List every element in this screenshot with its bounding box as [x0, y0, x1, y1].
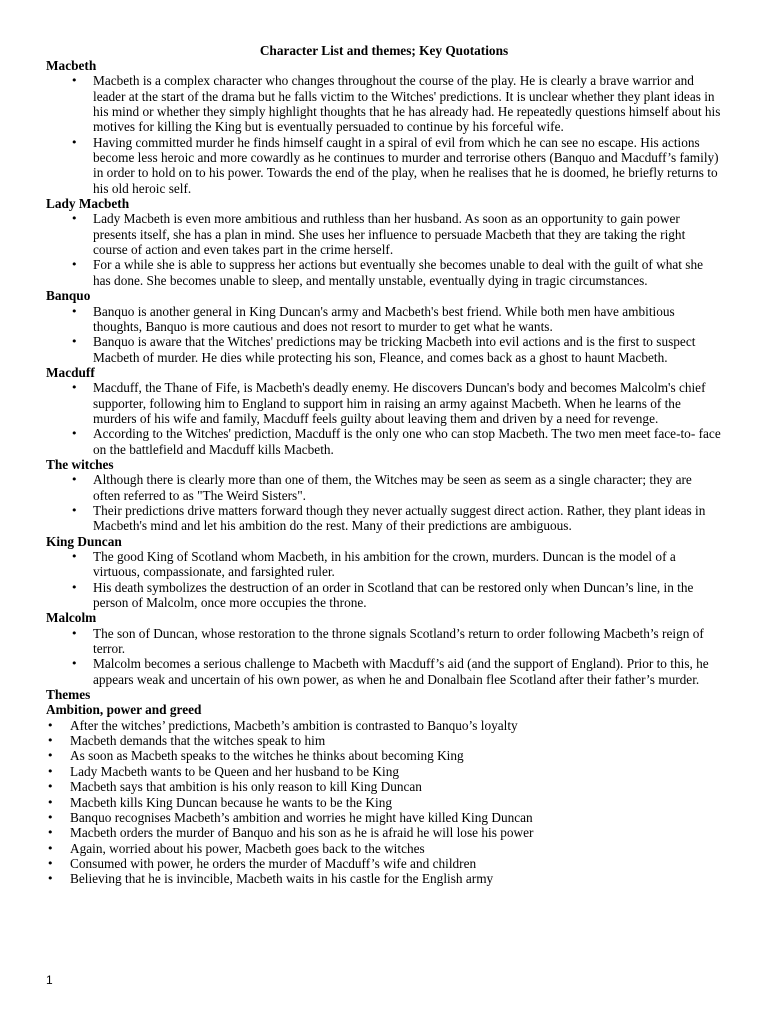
character-section-macduff [46, 365, 722, 457]
theme-bullet-item: • Consumed with power, he orders the murder of Macduff’s wife and children [70, 856, 722, 871]
theme-bullet-item: • Again, worried about his power, Macbeth goes back to the witches [70, 841, 722, 856]
theme-points [46, 718, 722, 887]
document-title: Character List and themes; Key Quotations [259, 43, 509, 58]
character-points [46, 73, 722, 196]
character-heading: Lady Macbeth [46, 196, 130, 212]
character-heading: The witches [46, 456, 114, 472]
themes-heading: Themes [46, 687, 91, 703]
bullet-item: • Although there is clearly more than one of them, the Witches may be seen as seem as a single character; they are often referred to as "The Weird Sisters". [93, 472, 722, 503]
theme-bullet-item: • After the witches’ predictions, Macbeth’s ambition is contrasted to Banquo’s loyalty [70, 718, 722, 733]
bullet-item: • The good King of Scotland whom Macbeth, in his ambition for the crown, murders. Duncan is the model of a virtuous, compassionate, and farsighted ruler. [93, 549, 722, 580]
character-points [46, 472, 722, 533]
theme-bullet-item: • Macbeth demands that the witches speak to him [70, 733, 722, 748]
bullet-item: • Macbeth is a complex character who changes throughout the course of the play. He is clearly a brave warrior and leader at the start of the drama but he falls victim to the Witches' predictions. It is unclear whether they plant ideas in his mind or whether they simply highlight thoughts that he has already had. He repeatedly questions himself about his motives for killing the King but is eventually persuaded to continue by his forceful wife. [93, 73, 722, 134]
character-heading: Macbeth [46, 58, 97, 73]
bullet-item: • Banquo is aware that the Witches' predictions may be tricking Macbeth into evil actions and is the first to suspect Macbeth of murder. He dies while protecting his son, Fleance, and comes back as a ghost to haunt Macbeth. [93, 334, 722, 365]
theme-bullet-item: • Macbeth kills King Duncan because he wants to be the King [70, 795, 722, 810]
character-heading: King Duncan [46, 533, 122, 549]
theme-bullet-item: • Macbeth orders the murder of Banquo and his son as he is afraid he will lose his power [70, 825, 722, 840]
bullet-item: • Lady Macbeth is even more ambitious and ruthless than her husband. As soon as an opportunity to gain power presents itself, she has a plan in mind. She uses her influence to persuade Macbeth that they are taking the right course of action and even takes part in the crime herself. [93, 211, 722, 257]
bullet-item: • Having committed murder he finds himself caught in a spiral of evil from which he can see no escape. His actions become less heroic and more cowardly as he continues to murder and terrorise others (Banquo and Macduff’s family) in order to hold on to his power. Towards the end of the play, when he realises that he is doomed, he briefly returns to his old heroic self. [93, 135, 722, 196]
character-points [46, 304, 722, 365]
character-heading: Malcolm [46, 610, 97, 626]
character-points [46, 626, 722, 687]
bullet-item: • Malcolm becomes a serious challenge to Macbeth with Macduff’s aid (and the support of England). Prior to this, he appears weak and uncertain of his own power, as when he and Donalbain flee Scotland after their father’s murder. [93, 656, 722, 687]
theme-bullet-item: • As soon as Macbeth speaks to the witches he thinks about becoming King [70, 748, 722, 763]
theme-bullet-item: • Macbeth says that ambition is his only reason to kill King Duncan [70, 779, 722, 794]
character-section-macbeth [46, 58, 722, 196]
theme-bullet-item: • Believing that he is invincible, Macbeth waits in his castle for the English army [70, 871, 722, 886]
theme-section-ambition [46, 702, 722, 886]
theme-heading: Ambition, power and greed [46, 702, 202, 718]
character-section-king-duncan [46, 534, 722, 611]
character-section-malcolm [46, 610, 722, 687]
character-section-lady-macbeth [46, 196, 722, 288]
character-heading: Banquo [46, 288, 91, 304]
document-body [46, 58, 722, 887]
bullet-item: • Macduff, the Thane of Fife, is Macbeth's deadly enemy. He discovers Duncan's body and becomes Malcolm's chief supporter, following him to England to support him in raising an army against Macbeth. When he learns of the murders of his wife and family, Macduff feels guilty about leaving them and driven by a need for revenge. [93, 380, 722, 426]
bullet-item: • Banquo is another general in King Duncan's army and Macbeth's best friend. While both men have ambitious thoughts, Banquo is more cautious and does not resort to murder to get what he wants. [93, 304, 722, 335]
bullet-item: • According to the Witches' prediction, Macduff is the only one who can stop Macbeth. The two men meet face-to- face on the battlefield and Macduff kills Macbeth. [93, 426, 722, 457]
character-section-witches [46, 457, 722, 534]
theme-bullet-item: • Lady Macbeth wants to be Queen and her husband to be King [70, 764, 722, 779]
bullet-item: • For a while she is able to suppress her actions but eventually she becomes unable to deal with the guilt of what she has done. She becomes unable to sleep, and mentally unstable, eventually dying in tragic circumstances. [93, 257, 722, 288]
character-points [46, 211, 722, 288]
bullet-item: • His death symbolizes the destruction of an order in Scotland that can be restored only when Duncan’s line, in the person of Malcolm, once more occupies the throne. [93, 580, 722, 611]
bullet-item: • The son of Duncan, whose restoration to the throne signals Scotland’s return to order following Macbeth’s reign of terror. [93, 626, 722, 657]
bullet-item: • Their predictions drive matters forward though they never actually suggest direct action. Rather, they plant ideas in Macbeth's mind and let his ambition do the rest. Many of their predictions are ambiguous. [93, 503, 722, 534]
theme-bullet-item: • Banquo recognises Macbeth’s ambition and worries he might have killed King Duncan [70, 810, 722, 825]
character-points [46, 380, 722, 457]
page-number: 1 [46, 973, 53, 987]
character-section-banquo [46, 288, 722, 365]
character-heading: Macduff [46, 364, 95, 380]
character-points [46, 549, 722, 610]
